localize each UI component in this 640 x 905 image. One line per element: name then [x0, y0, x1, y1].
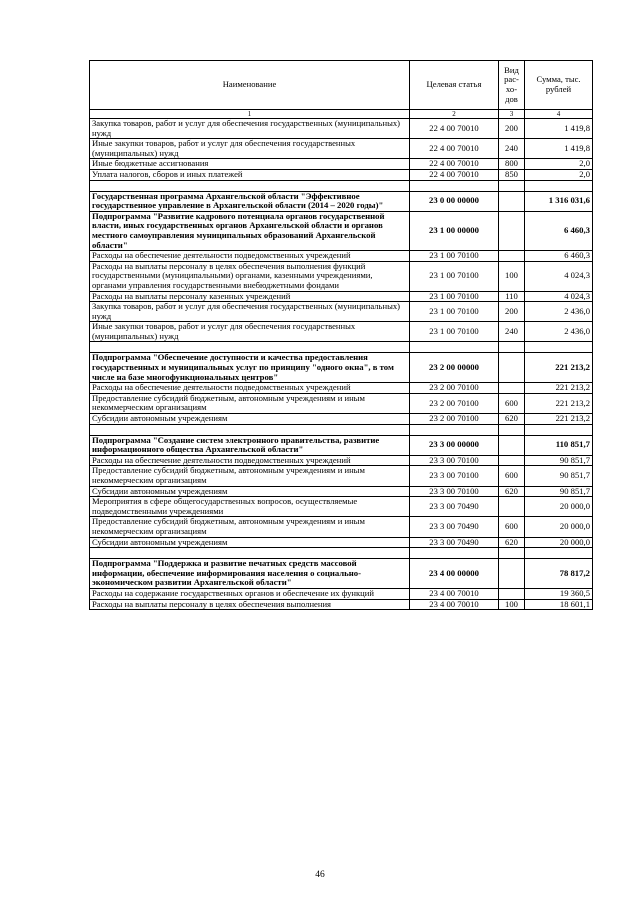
table-row	[90, 383, 593, 394]
header-vid: Вид рас-хо-дов	[499, 61, 525, 110]
row-vid	[499, 588, 525, 599]
row-name: Подпрограмма "Развитие кадрового потенциала органов государственной власти, иных государственных органов Архангельской области и органов местного самоуправления муниципальных образований Архангельской области"	[90, 211, 410, 250]
row-sum: 2 436,0	[525, 322, 593, 342]
table-row	[90, 486, 593, 497]
row-sum: 90 851,7	[525, 455, 593, 466]
row-vid: 600	[499, 517, 525, 537]
row-sum: 221 213,2	[525, 353, 593, 383]
row-sum: 2 436,0	[525, 302, 593, 322]
table-body	[90, 119, 593, 610]
row-vid: 110	[499, 291, 525, 302]
header-row	[90, 61, 593, 110]
row-vid	[499, 191, 525, 211]
table-row	[90, 466, 593, 486]
table-row	[90, 291, 593, 302]
table-row	[90, 251, 593, 262]
row-code: 22 4 00 70010	[410, 159, 499, 170]
spacer-cell	[90, 424, 410, 435]
row-sum: 90 851,7	[525, 486, 593, 497]
row-code: 23 1 00 70100	[410, 302, 499, 322]
column-number: 1	[90, 110, 410, 119]
row-code: 22 4 00 70010	[410, 169, 499, 180]
table-row	[90, 261, 593, 291]
spacer-cell	[499, 342, 525, 353]
column-number: 4	[525, 110, 593, 119]
row-name: Иные закупки товаров, работ и услуг для обеспечения государственных (муниципальных) нужд	[90, 322, 410, 342]
table-row	[90, 517, 593, 537]
row-vid: 600	[499, 466, 525, 486]
row-code: 23 2 00 00000	[410, 353, 499, 383]
row-vid: 620	[499, 414, 525, 425]
program-row	[90, 191, 593, 211]
header-code: Целевая статья	[410, 61, 499, 110]
row-code: 22 4 00 70010	[410, 119, 499, 139]
row-code: 23 2 00 70100	[410, 383, 499, 394]
spacer-cell	[90, 548, 410, 559]
row-name: Уплата налогов, сборов и иных платежей	[90, 169, 410, 180]
spacer-cell	[525, 548, 593, 559]
row-code: 23 3 00 70100	[410, 466, 499, 486]
spacer-row	[90, 342, 593, 353]
row-code: 23 3 00 00000	[410, 435, 499, 455]
spacer-cell	[90, 180, 410, 191]
spacer-cell	[410, 342, 499, 353]
row-vid: 620	[499, 537, 525, 548]
program-row	[90, 559, 593, 589]
row-name: Расходы на выплаты персоналу казенных учреждений	[90, 291, 410, 302]
program-row	[90, 211, 593, 250]
spacer-cell	[525, 180, 593, 191]
row-name: Иные закупки товаров, работ и услуг для обеспечения государственных (муниципальных) нужд	[90, 139, 410, 159]
page-number: 46	[315, 870, 325, 880]
row-name: Мероприятия в сфере общегосударственных вопросов, осуществляемые подведомственными учреждениями	[90, 497, 410, 517]
row-name: Расходы на обеспечение деятельности подведомственных учреждений	[90, 251, 410, 262]
table-row	[90, 588, 593, 599]
spacer-row	[90, 548, 593, 559]
row-name: Подпрограмма "Обеспечение доступности и качества предоставления государственных и муниципальных услуг по принципу "одного окна", в том числе на базе многофункциональных центров"	[90, 353, 410, 383]
row-vid: 200	[499, 302, 525, 322]
row-name: Субсидии автономным учреждениям	[90, 414, 410, 425]
row-sum: 78 817,2	[525, 559, 593, 589]
spacer-cell	[499, 424, 525, 435]
row-sum: 4 024,3	[525, 261, 593, 291]
table-row	[90, 537, 593, 548]
row-sum: 2,0	[525, 159, 593, 170]
row-name: Расходы на обеспечение деятельности подведомственных учреждений	[90, 383, 410, 394]
spacer-cell	[499, 548, 525, 559]
row-sum: 1 419,8	[525, 119, 593, 139]
row-vid: 200	[499, 119, 525, 139]
row-code: 23 3 00 70100	[410, 486, 499, 497]
row-sum: 19 360,5	[525, 588, 593, 599]
header-name: Наименование	[90, 61, 410, 110]
row-vid	[499, 455, 525, 466]
row-name: Расходы на выплаты персоналу в целях обеспечения выполнения функций государственными (муниципальными) органами, казенными учреждениями, органами управления государственными внебюджетными фондами	[90, 261, 410, 291]
row-sum: 221 213,2	[525, 383, 593, 394]
row-code: 23 4 00 00000	[410, 559, 499, 589]
row-vid	[499, 353, 525, 383]
row-vid	[499, 497, 525, 517]
row-vid	[499, 435, 525, 455]
program-row	[90, 435, 593, 455]
row-code: 23 1 00 00000	[410, 211, 499, 250]
row-sum: 221 213,2	[525, 414, 593, 425]
row-code: 23 2 00 70100	[410, 393, 499, 413]
table-row	[90, 393, 593, 413]
budget-table	[89, 60, 593, 610]
row-vid	[499, 559, 525, 589]
row-sum: 20 000,0	[525, 497, 593, 517]
row-sum: 18 601,1	[525, 599, 593, 610]
table-row	[90, 414, 593, 425]
spacer-cell	[410, 180, 499, 191]
row-vid	[499, 211, 525, 250]
spacer-cell	[525, 342, 593, 353]
table-row	[90, 497, 593, 517]
row-code: 23 3 00 70490	[410, 537, 499, 548]
header-sum: Сумма, тыс. рублей	[525, 61, 593, 110]
row-code: 23 1 00 70100	[410, 251, 499, 262]
row-vid: 850	[499, 169, 525, 180]
row-name: Закупка товаров, работ и услуг для обеспечения государственных (муниципальных) нужд	[90, 302, 410, 322]
row-sum: 1 316 031,6	[525, 191, 593, 211]
row-vid: 240	[499, 139, 525, 159]
row-name: Подпрограмма "Создание систем электронного правительства, развитие информационного общества Архангельской области"	[90, 435, 410, 455]
row-code: 23 3 00 70100	[410, 455, 499, 466]
row-sum: 6 460,3	[525, 251, 593, 262]
row-name: Подпрограмма "Поддержка и развитие печатных средств массовой информации, обеспечение информирования населения о социально-экономическом развитии Архангельской области"	[90, 559, 410, 589]
column-number-row	[90, 110, 593, 119]
row-name: Иные бюджетные ассигнования	[90, 159, 410, 170]
row-sum: 6 460,3	[525, 211, 593, 250]
row-name: Субсидии автономным учреждениям	[90, 537, 410, 548]
row-sum: 1 419,8	[525, 139, 593, 159]
row-name: Предоставление субсидий бюджетным, автономным учреждениям и иным некоммерческим организациям	[90, 517, 410, 537]
row-code: 23 1 00 70100	[410, 291, 499, 302]
table-row	[90, 455, 593, 466]
table-row	[90, 119, 593, 139]
column-number: 3	[499, 110, 525, 119]
row-vid: 100	[499, 599, 525, 610]
spacer-cell	[90, 342, 410, 353]
row-sum: 90 851,7	[525, 466, 593, 486]
row-vid: 240	[499, 322, 525, 342]
row-vid: 600	[499, 393, 525, 413]
row-name: Субсидии автономным учреждениям	[90, 486, 410, 497]
row-code: 23 0 00 00000	[410, 191, 499, 211]
row-sum: 20 000,0	[525, 537, 593, 548]
table-row	[90, 599, 593, 610]
row-code: 23 4 00 70010	[410, 599, 499, 610]
row-name: Предоставление субсидий бюджетным, автономным учреждениям и иным некоммерческим организациям	[90, 393, 410, 413]
column-number: 2	[410, 110, 499, 119]
program-row	[90, 353, 593, 383]
row-name: Предоставление субсидий бюджетным, автономным учреждениям и иным некоммерческим организациям	[90, 466, 410, 486]
table-row	[90, 302, 593, 322]
spacer-row	[90, 424, 593, 435]
row-name: Расходы на содержание государственных органов и обеспечение их функций	[90, 588, 410, 599]
row-name: Расходы на выплаты персоналу в целях обеспечения выполнения	[90, 599, 410, 610]
row-code: 23 1 00 70100	[410, 261, 499, 291]
row-name: Расходы на обеспечение деятельности подведомственных учреждений	[90, 455, 410, 466]
table-row	[90, 169, 593, 180]
row-name: Государственная программа Архангельской области "Эффективное государственное управление в Архангельской области (2014 – 2020 годы)"	[90, 191, 410, 211]
row-code: 23 4 00 70010	[410, 588, 499, 599]
row-code: 23 3 00 70490	[410, 517, 499, 537]
row-sum: 2,0	[525, 169, 593, 180]
row-vid	[499, 383, 525, 394]
table-row	[90, 322, 593, 342]
row-code: 22 4 00 70010	[410, 139, 499, 159]
row-sum: 4 024,3	[525, 291, 593, 302]
row-code: 23 2 00 70100	[410, 414, 499, 425]
spacer-row	[90, 180, 593, 191]
row-sum: 221 213,2	[525, 393, 593, 413]
table-row	[90, 139, 593, 159]
spacer-cell	[525, 424, 593, 435]
row-sum: 110 851,7	[525, 435, 593, 455]
spacer-cell	[499, 180, 525, 191]
row-vid: 100	[499, 261, 525, 291]
row-code: 23 3 00 70490	[410, 497, 499, 517]
row-code: 23 1 00 70100	[410, 322, 499, 342]
spacer-cell	[410, 424, 499, 435]
row-vid: 620	[499, 486, 525, 497]
row-vid: 800	[499, 159, 525, 170]
spacer-cell	[410, 548, 499, 559]
row-sum: 20 000,0	[525, 517, 593, 537]
table-row	[90, 159, 593, 170]
row-vid	[499, 251, 525, 262]
row-name: Закупка товаров, работ и услуг для обеспечения государственных (муниципальных) нужд	[90, 119, 410, 139]
